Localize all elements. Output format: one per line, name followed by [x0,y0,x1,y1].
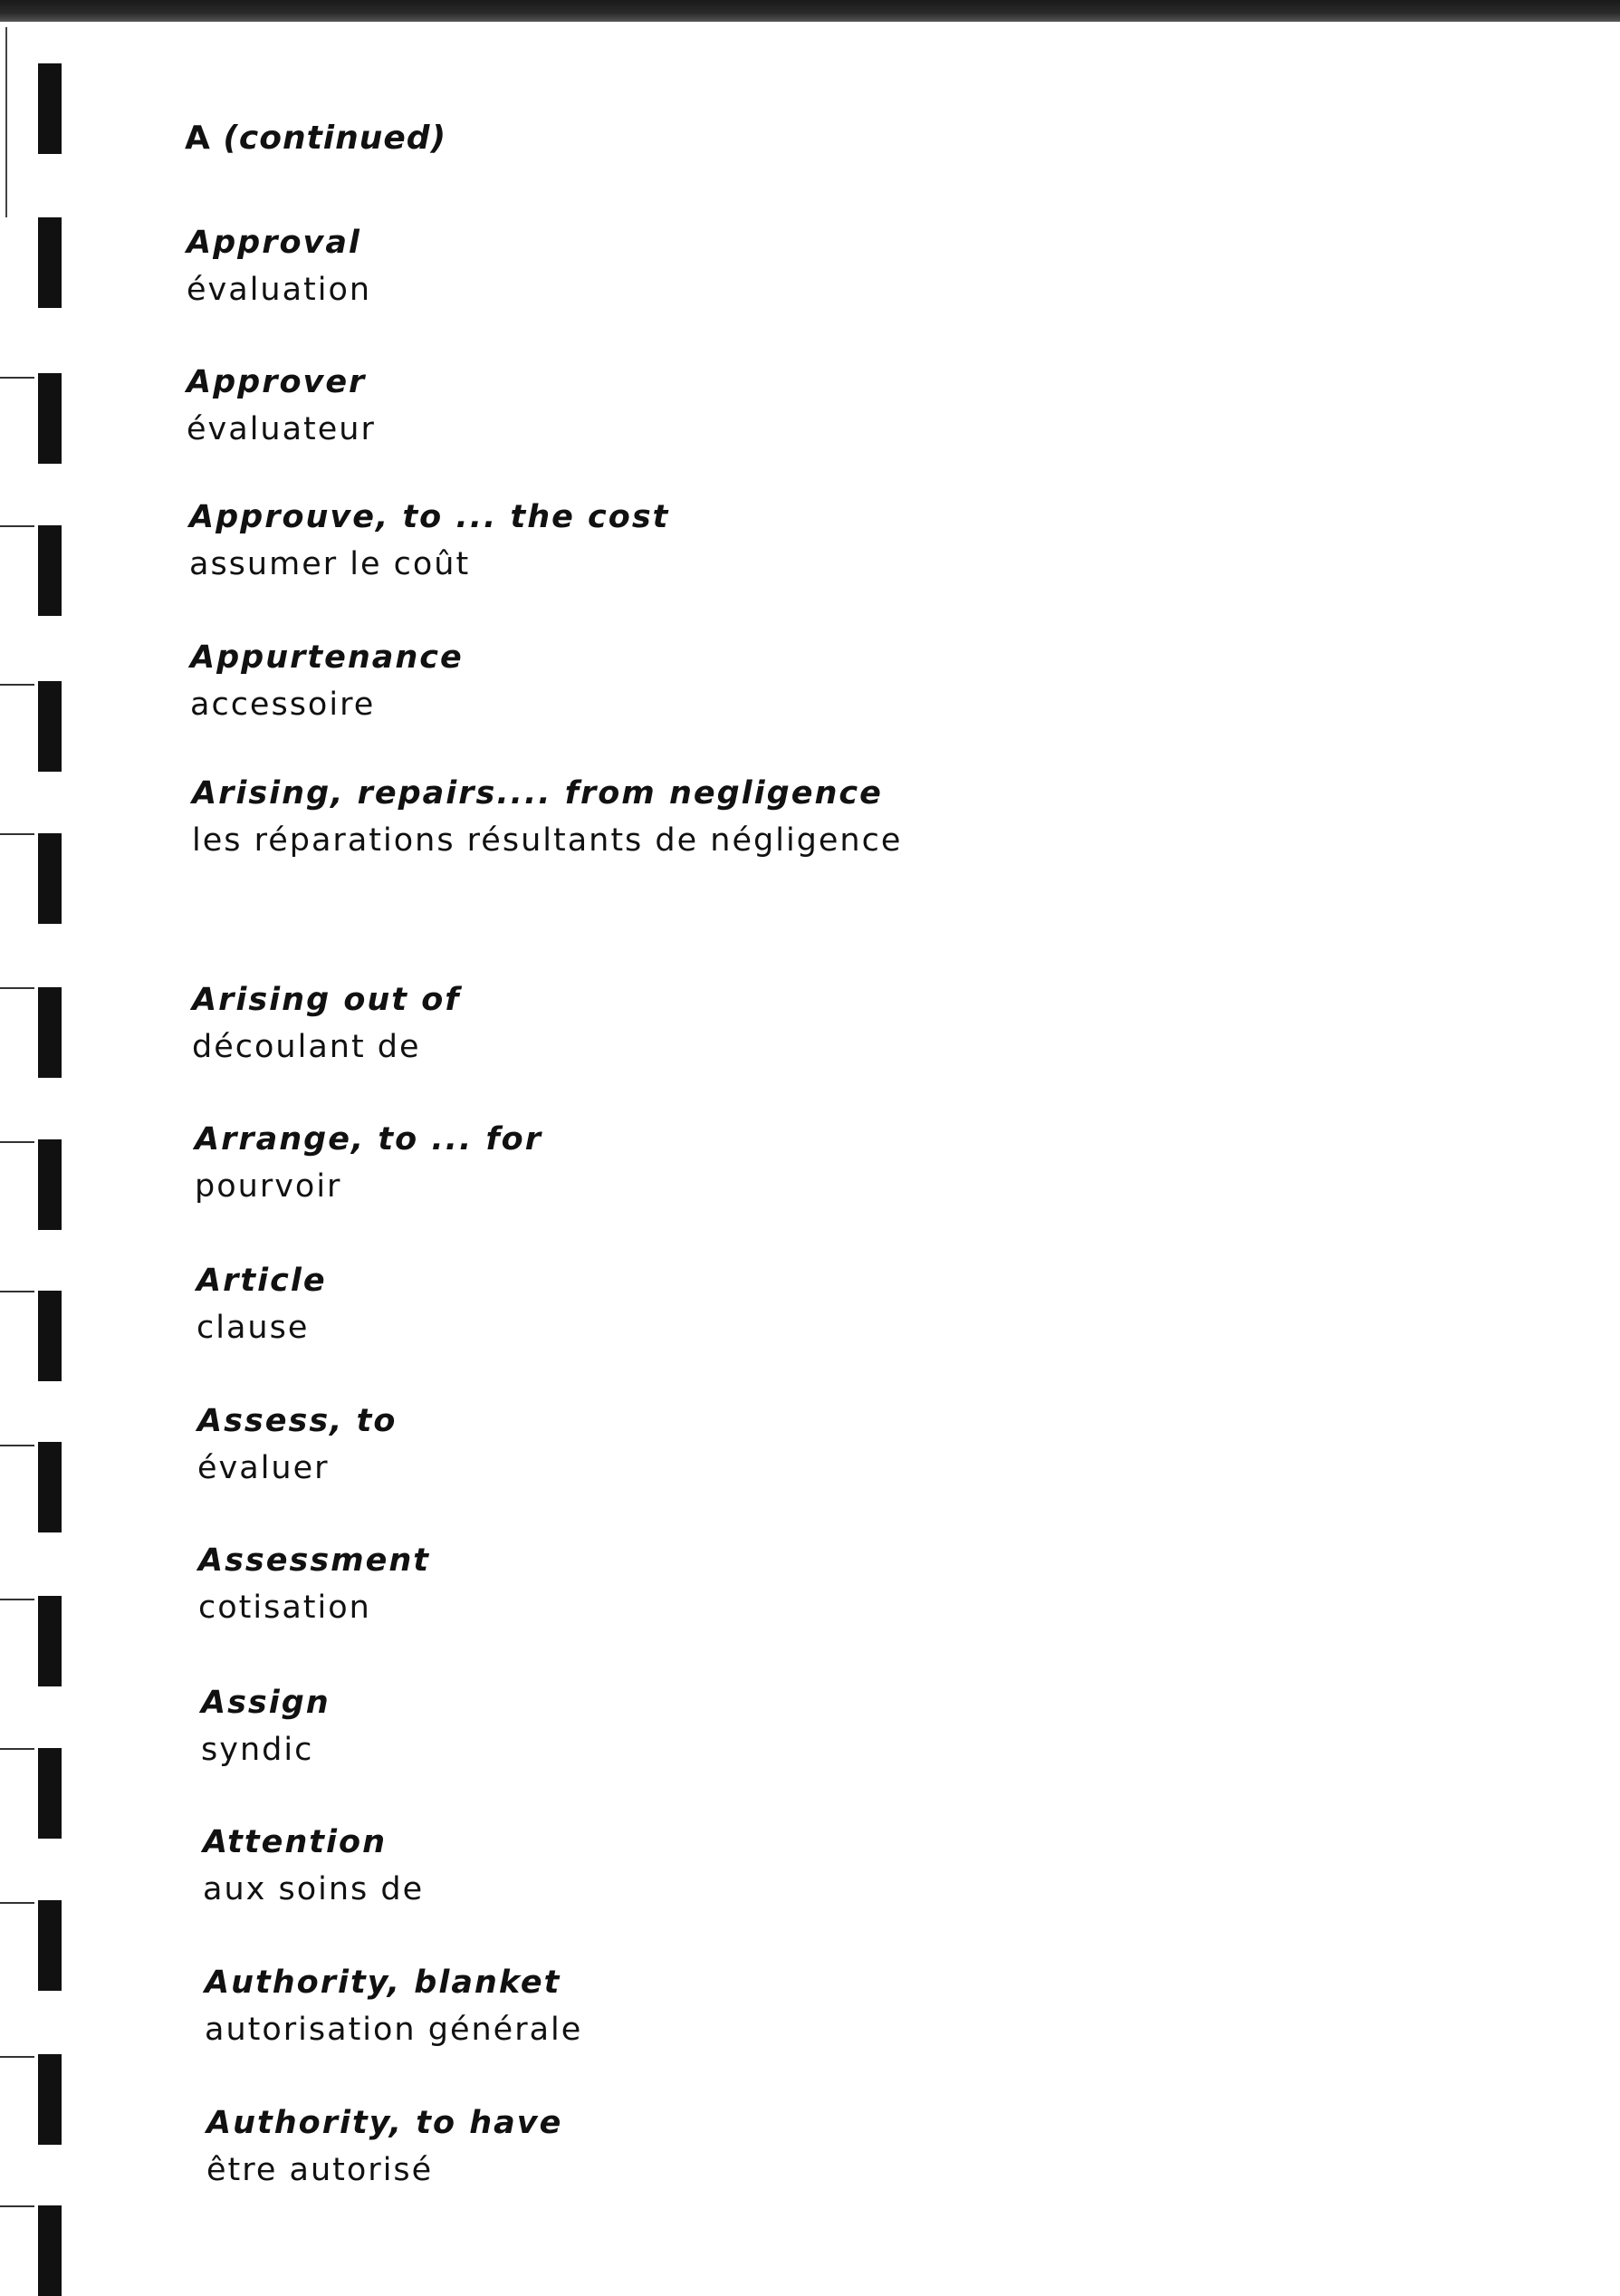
spiral-binding [0,0,72,2278]
binding-edge-line [5,27,7,217]
binding-bar [38,525,62,616]
entry-term: Assess, to [197,1403,398,1439]
entry-translation: évaluer [197,1450,330,1486]
entry-term: Assign [201,1685,331,1721]
binding-tick [0,2205,34,2207]
binding-tick [0,684,34,686]
entry-translation: les réparations résultants de négligence [192,822,903,859]
binding-bar [38,1442,62,1532]
binding-bar [38,833,62,924]
binding-bar [38,1139,62,1230]
binding-bar [38,681,62,772]
scan-top-border [0,0,1620,22]
entry-term: Arising, repairs.... from negligence [192,775,883,812]
binding-tick [0,833,34,835]
glossary-entry [197,1398,397,1492]
entry-translation: assumer le coût [189,546,471,582]
entry-translation: clause [197,1310,310,1346]
glossary-entry [206,2099,562,2194]
glossary-entry [205,1959,582,2053]
entry-translation: cotisation [198,1590,371,1626]
section-continued-label: (continued) [223,120,447,157]
glossary-entry [192,976,460,1071]
binding-tick [0,1291,34,1292]
glossary-entry [201,1679,331,1773]
section-heading [185,120,446,157]
binding-tick [0,377,34,379]
glossary-entry [195,1116,542,1210]
binding-bar [38,2205,62,2296]
binding-bar [38,1596,62,1686]
glossary-entry [189,494,669,588]
entry-term: Arrange, to ... for [195,1121,542,1158]
section-letter: A [185,120,211,157]
entry-translation: évaluation [187,272,372,308]
glossary-entry [197,1257,327,1351]
entry-translation: syndic [201,1732,314,1768]
entry-term: Appurtenance [190,639,464,676]
binding-bar [38,1900,62,1991]
entry-term: Authority, to have [206,2105,563,2141]
binding-bar [38,217,62,308]
binding-tick [0,1902,34,1904]
binding-bar [38,373,62,464]
glossary-entry [192,770,902,864]
entry-translation: aux soins de [203,1871,425,1907]
binding-bar [38,1748,62,1839]
entry-term: Approval [187,225,361,261]
binding-tick [0,1445,34,1446]
entry-translation: pourvoir [195,1168,342,1205]
entry-translation: autorisation générale [205,2012,583,2048]
glossary-entry [190,634,464,728]
entry-term: Assessment [198,1542,431,1579]
entry-translation: accessoire [190,687,376,723]
binding-tick [0,2056,34,2058]
binding-bar [38,987,62,1078]
entry-translation: découlant de [192,1029,421,1065]
entry-term: Approuve, to ... the cost [189,499,670,535]
entry-translation: être autorisé [206,2152,434,2188]
glossary-entry [187,359,376,453]
binding-bar [38,1291,62,1381]
glossary-entry [187,219,371,313]
glossary-entry [203,1819,424,1913]
binding-tick [0,1141,34,1143]
entry-term: Arising out of [192,982,461,1018]
binding-bar [38,2054,62,2145]
binding-tick [0,1748,34,1750]
binding-tick [0,1599,34,1600]
binding-tick [0,525,34,527]
binding-bar [38,63,62,154]
entry-translation: évaluateur [187,411,376,447]
entry-term: Approver [187,364,367,400]
binding-tick [0,987,34,989]
entry-term: Authority, blanket [205,1965,561,2001]
entry-term: Attention [203,1824,387,1860]
glossary-entry [198,1537,430,1631]
entry-term: Article [197,1263,327,1299]
